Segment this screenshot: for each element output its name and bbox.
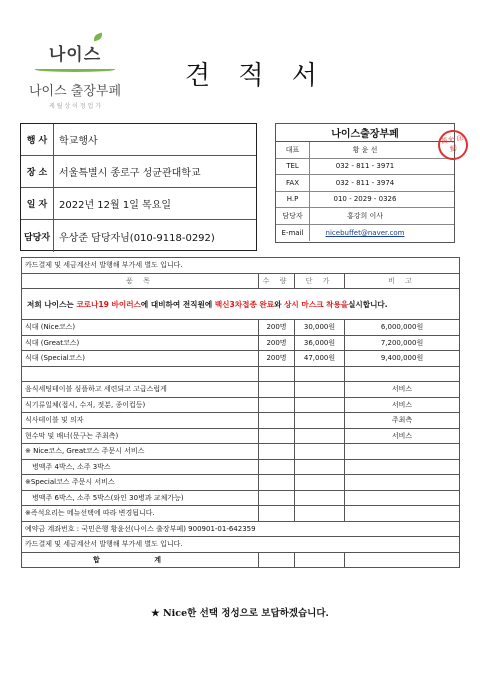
company-value: 032 - 811 - 3974	[335, 178, 395, 187]
info-label: 담당자	[21, 220, 54, 252]
info-row-place	[21, 156, 256, 188]
company-info-box	[275, 123, 455, 243]
table-row: 식대 (Nice코스) 200명 30,000원 6,000,000원	[22, 320, 460, 336]
info-value: 우상준 담당자님(010-9118-0292)	[59, 232, 215, 244]
info-value: 학교행사	[59, 136, 98, 147]
company-value: 032 - 811 - 3971	[335, 162, 395, 171]
company-value: 010 - 2029 - 0326	[333, 195, 397, 204]
info-row-contact	[21, 220, 256, 252]
table-row: 식기류일체(접시, 수저, 젓분, 종이컵등) 서비스	[22, 397, 460, 413]
header-note: 비 고	[345, 273, 460, 289]
company-row-tel	[276, 159, 454, 176]
info-label: 행 사	[21, 124, 54, 155]
company-key: FAX	[276, 175, 310, 191]
company-seal: 黃允 印鮮	[436, 128, 470, 162]
table-row: 식대 (Great코스) 200명 36,000원 7,200,000원	[22, 335, 460, 351]
company-key: H.P	[276, 192, 310, 208]
table-header-row	[22, 273, 460, 289]
covid-notice: 저희 나이스는 코로나19 바이러스에 대비하여 전직원에 백신3차접종 완료와 상시 마스크 착용을실시합니다.	[22, 289, 460, 320]
company-key: E-mail	[276, 225, 310, 242]
company-row-manager	[276, 208, 454, 225]
table-row: 현수막 및 배너(문구는 주최측) 서비스	[22, 428, 460, 444]
table-row: ※ Nice코스, Great코스 주문시 서비스	[22, 444, 460, 460]
table-row: 음식세팅테이블 심플하고 세련되고 고급스럽게 서비스	[22, 382, 460, 398]
table-row: ※Special코스 주문시 서비스	[22, 475, 460, 491]
company-key: 담당자	[276, 208, 310, 224]
email-link[interactable]: nicebuffet@naver.com	[325, 228, 405, 237]
table-row: 카드결제 및 세금계산서 발행해 부가세 별도 입니다.	[22, 537, 460, 553]
header-qty: 수 량	[259, 273, 295, 289]
company-row-fax	[276, 175, 454, 192]
company-key: TEL	[276, 159, 310, 175]
event-info-box	[20, 123, 257, 251]
logo-swoosh	[35, 67, 115, 72]
covid-notice-row	[22, 289, 460, 320]
table-row: 병맥주 6박스, 소주 5박스(와인 30병과 교체가능)	[22, 490, 460, 506]
table-row: ※즉석요리는 메뉴선택에 따라 변경됩니다.	[22, 506, 460, 522]
info-label: 장 소	[21, 156, 54, 187]
table-row: 예약금 계좌번호 : 국민은행 황윤선(나이스 출장부페) 900901-01-642359	[22, 521, 460, 537]
footer-slogan: ★ Nice한 선택 정성으로 보답하겠습니다.	[151, 608, 329, 619]
logo-name: 나이스 출장부페	[28, 84, 122, 99]
total-value	[345, 552, 460, 568]
logo-subtitle: 케 틸 상 이 정 업 가	[48, 103, 101, 110]
table-row: 식대 (Special코스) 200명 47,000원 9,400,000원	[22, 351, 460, 367]
table-row: 병맥주 4박스, 소주 3박스	[22, 459, 460, 475]
top-note: 카드결제 및 세금계산서 발행해 부가세 별도 입니다.	[22, 258, 460, 274]
table-row: 식사테이블 및 의자 주최측	[22, 413, 460, 429]
company-key: 대표	[276, 142, 310, 158]
company-value: 홍강희 이사	[346, 211, 384, 220]
info-row-date	[21, 188, 256, 220]
info-label: 일 자	[21, 188, 54, 219]
document-title: 견 적 서	[185, 61, 327, 91]
header-item: 품 목	[22, 273, 259, 289]
logo-mark: 나이스	[49, 40, 101, 65]
company-logo	[20, 40, 130, 110]
company-row-hp	[276, 192, 454, 209]
header-price: 단 가	[295, 273, 345, 289]
company-name: 나이스출장부페	[276, 124, 454, 142]
info-row-event	[21, 124, 256, 156]
total-label: 합 계	[22, 552, 259, 568]
table-row	[22, 366, 460, 382]
info-value: 서울특별시 종로구 성균관대학교	[59, 168, 201, 179]
quote-items-table	[21, 257, 460, 568]
company-row-ceo	[276, 142, 454, 159]
total-row	[22, 552, 460, 568]
company-row-email	[276, 225, 454, 242]
company-value: 황 윤 선	[352, 145, 378, 154]
info-value: 2022년 12월 1일 목요일	[59, 200, 172, 211]
top-note-row	[22, 258, 460, 274]
